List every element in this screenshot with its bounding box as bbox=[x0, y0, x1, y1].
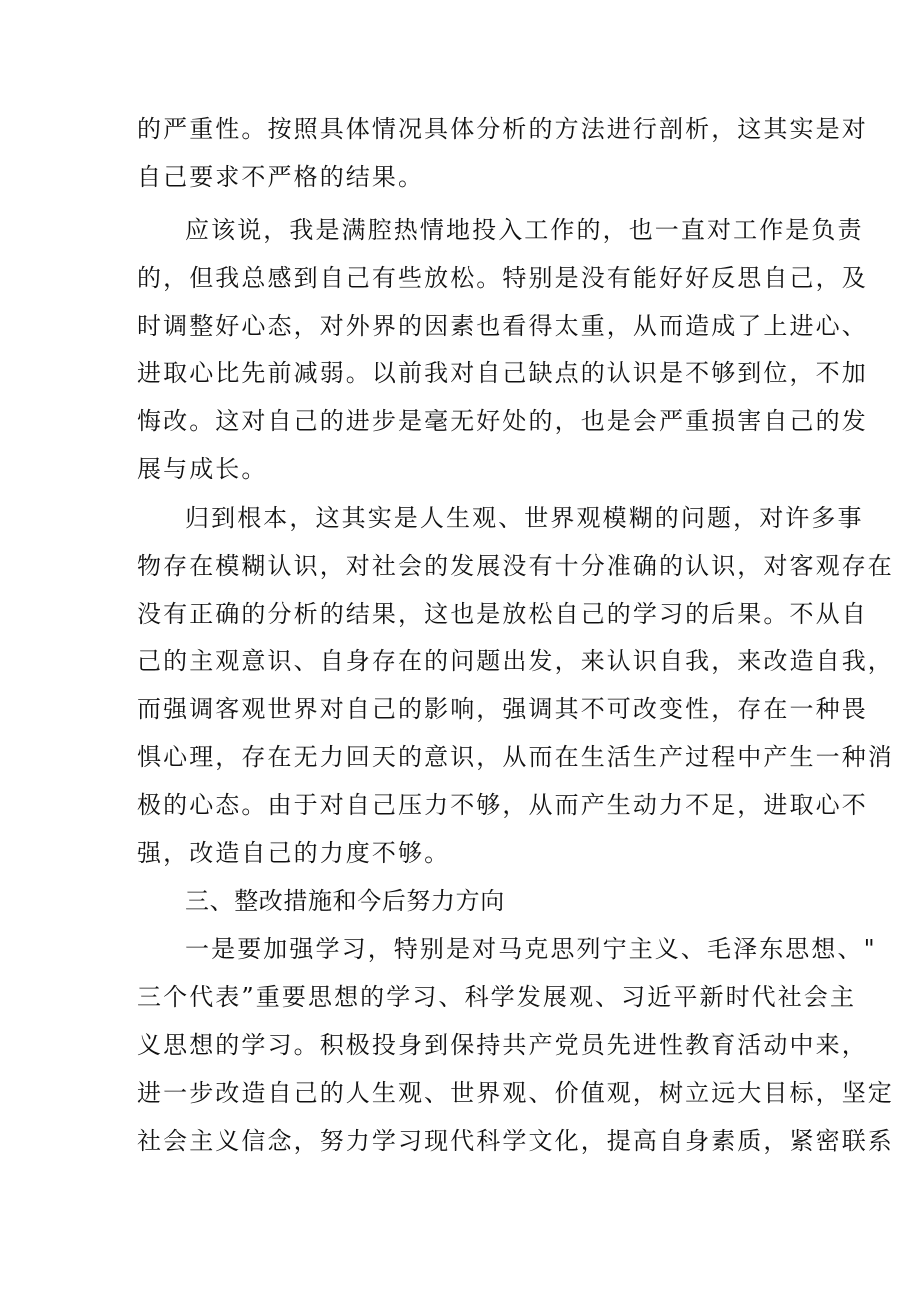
text-line: 强，改造自己的力度不够。 bbox=[137, 839, 451, 867]
text-line: 社会主义信念，努力学习现代科学文化，提高自身素质，紧密联系 bbox=[137, 1127, 894, 1155]
text-line: 的严重性。按照具体情况具体分析的方法进行剖析，这其实是对 bbox=[137, 115, 868, 143]
text-line: 进取心比先前减弱。以前我对自己缺点的认识是不够到位，不加 bbox=[137, 359, 868, 387]
text-line: 归到根本，这其实是人生观、世界观模糊的问题，对许多事 bbox=[185, 504, 864, 532]
text-line: 惧心理，存在无力回天的意识，从而在生活生产过程中产生一种消 bbox=[137, 743, 894, 771]
text-line: 义思想的学习。积极投身到保持共产党员先进性教育活动中来， bbox=[137, 1031, 868, 1059]
text-line: 悔改。这对自己的进步是毫无好处的，也是会严重损害自己的发 bbox=[137, 407, 868, 435]
text-line: 物存在模糊认识，对社会的发展没有十分准确的认识，对客观存在 bbox=[137, 552, 894, 580]
text-line: 的，但我总感到自己有些放松。特别是没有能好好反思自己，及 bbox=[137, 264, 868, 292]
text-line: 时调整好心态，对外界的因素也看得太重，从而造成了上进心、 bbox=[137, 312, 868, 340]
text-line: 进一步改造自己的人生观、世界观、价值观，树立远大目标，坚定 bbox=[137, 1079, 894, 1107]
text-line: 自己要求不严格的结果。 bbox=[137, 163, 425, 191]
text-line: 三个代表”重要思想的学习、科学发展观、习近平新时代社会主 bbox=[137, 983, 857, 1011]
text-line: 应该说，我是满腔热情地投入工作的，也一直对工作是负责 bbox=[185, 216, 864, 244]
text-line: 而强调客观世界对自己的影响，强调其不可改变性，存在一种畏 bbox=[137, 695, 868, 723]
text-line: 展与成长。 bbox=[137, 455, 268, 483]
text-line: 一是要加强学习，特别是对马克思列宁主义、毛泽东思想、" bbox=[185, 935, 877, 963]
text-line: 没有正确的分析的结果，这也是放松自己的学习的后果。不从自 bbox=[137, 600, 868, 628]
section-heading: 三、整改措施和今后努力方向 bbox=[185, 887, 505, 915]
text-line: 己的主观意识、自身存在的问题出发，来认识自我，来改造自我， bbox=[137, 647, 894, 675]
text-line: 极的心态。由于对自己压力不够，从而产生动力不足，进取心不 bbox=[137, 791, 868, 819]
